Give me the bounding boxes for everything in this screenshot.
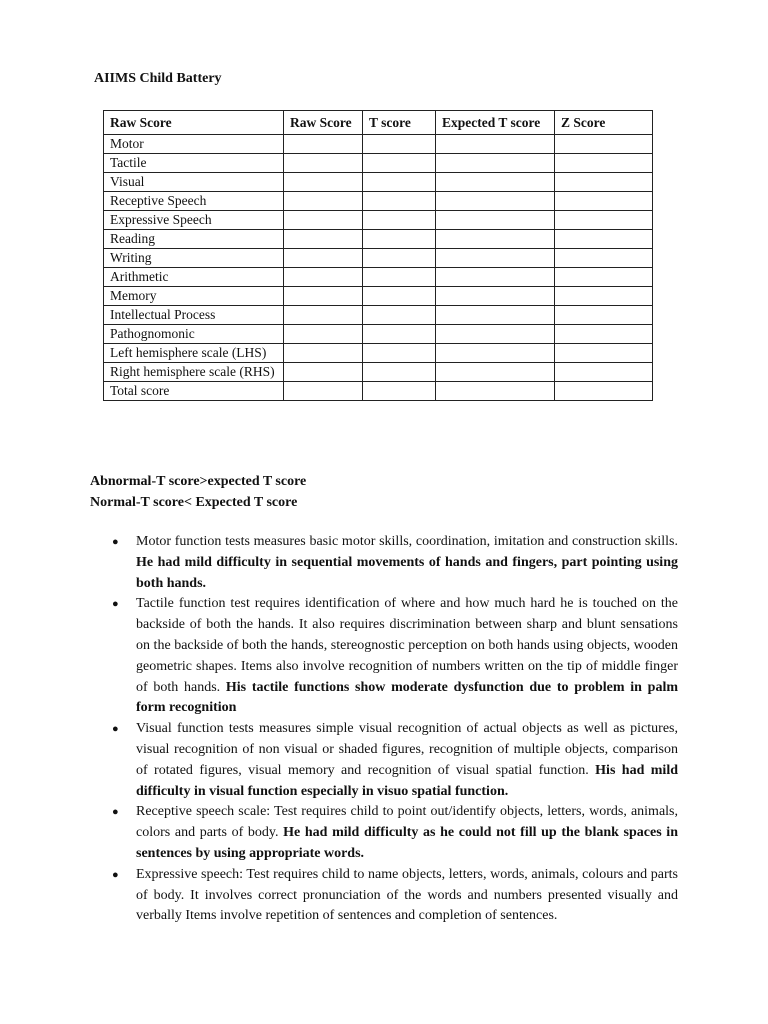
interpretation-notes (90, 471, 306, 513)
empty-score-cell (284, 382, 363, 401)
empty-score-cell (436, 192, 555, 211)
row-label: Receptive Speech (104, 192, 284, 211)
header-t-score: T score (363, 111, 436, 135)
empty-score-cell (555, 154, 653, 173)
bullet-icon: ● (112, 868, 119, 881)
row-label: Left hemisphere scale (LHS) (104, 344, 284, 363)
empty-score-cell (284, 268, 363, 287)
empty-score-cell (284, 344, 363, 363)
row-label: Right hemisphere scale (RHS) (104, 363, 284, 382)
row-label: Intellectual Process (104, 306, 284, 325)
score-table-body (104, 135, 653, 401)
empty-score-cell (284, 211, 363, 230)
empty-score-cell (555, 363, 653, 382)
empty-score-cell (555, 268, 653, 287)
empty-score-cell (363, 363, 436, 382)
empty-score-cell (363, 306, 436, 325)
empty-score-cell (363, 344, 436, 363)
empty-score-cell (436, 363, 555, 382)
empty-score-cell (284, 363, 363, 382)
finding-summary: He had mild difficulty in sequential movements of hands and fingers, part pointing using both hands. (136, 554, 678, 591)
table-row (104, 287, 653, 306)
header-z-score: Z Score (555, 111, 653, 135)
empty-score-cell (284, 192, 363, 211)
empty-score-cell (555, 344, 653, 363)
empty-score-cell (555, 382, 653, 401)
table-row (104, 173, 653, 192)
empty-score-cell (436, 325, 555, 344)
empty-score-cell (284, 173, 363, 192)
empty-score-cell (284, 135, 363, 154)
finding-text: Expressive speech: Test requires child to name objects, letters, words, animals, colours and parts of body. It involves correct pronunciation of the words and numbers presented visually and verbally Items involve repetition of sentences and completion of sentences. (136, 866, 678, 924)
finding-text: Motor function tests measures basic motor skills, coordination, imitation and construction skills. (136, 534, 678, 549)
finding-summary: His tactile functions show moderate dysfunction due to problem in palm form recognition (136, 679, 678, 716)
empty-score-cell (436, 306, 555, 325)
table-row (104, 192, 653, 211)
empty-score-cell (555, 325, 653, 344)
empty-score-cell (436, 382, 555, 401)
table-row (104, 135, 653, 154)
table-row (104, 306, 653, 325)
finding-text: Tactile function test requires identification of where and how much hard he is touched on the backside of both the hands. It also requires discrimination between sharp and blunt sensations on the backside of both the hands, stereognostic perception on both hands using objects, wooden geometric shapes. Items also involve recognition of numbers written on the tip of middle finger of both hands. (136, 596, 678, 695)
empty-score-cell (555, 135, 653, 154)
table-row (104, 211, 653, 230)
empty-score-cell (436, 287, 555, 306)
empty-score-cell (284, 306, 363, 325)
header-raw-score: Raw Score (284, 111, 363, 135)
normal-note: Normal-T score< Expected T score (90, 495, 298, 510)
table-row (104, 325, 653, 344)
list-item (112, 802, 678, 864)
bullet-icon: ● (112, 806, 119, 819)
finding-text: Receptive speech scale: Test requires child to point out/identify objects, letters, words, animals, colors and parts of body. (136, 804, 678, 841)
empty-score-cell (436, 249, 555, 268)
empty-score-cell (363, 192, 436, 211)
table-row (104, 230, 653, 249)
list-item (112, 719, 678, 802)
empty-score-cell (284, 154, 363, 173)
empty-score-cell (284, 287, 363, 306)
empty-score-cell (284, 249, 363, 268)
finding-text: Visual function tests measures simple visual recognition of actual objects as well as pictures, visual recognition of non visual or shaded figures, recognition of multiple objects, comparison of rotated figures, visual memory and recognition of visual spatial function. (136, 721, 678, 778)
empty-score-cell (363, 154, 436, 173)
empty-score-cell (363, 287, 436, 306)
list-item (112, 594, 678, 719)
list-item (112, 865, 678, 927)
document-title: AIIMS Child Battery (94, 71, 222, 86)
empty-score-cell (363, 211, 436, 230)
table-row (104, 363, 653, 382)
table-row (104, 249, 653, 268)
row-label: Pathognomonic (104, 325, 284, 344)
finding-summary: His had mild difficulty in visual function especially in visuo spatial function. (136, 762, 678, 799)
table-row (104, 154, 653, 173)
empty-score-cell (363, 268, 436, 287)
row-label: Memory (104, 287, 284, 306)
empty-score-cell (436, 173, 555, 192)
empty-score-cell (436, 154, 555, 173)
header-expected-t-score: Expected T score (436, 111, 555, 135)
bullet-icon: ● (112, 598, 119, 611)
row-label: Reading (104, 230, 284, 249)
row-label: Visual (104, 173, 284, 192)
empty-score-cell (555, 230, 653, 249)
empty-score-cell (363, 325, 436, 344)
row-label: Expressive Speech (104, 211, 284, 230)
row-label: Motor (104, 135, 284, 154)
empty-score-cell (555, 192, 653, 211)
empty-score-cell (436, 211, 555, 230)
empty-score-cell (555, 211, 653, 230)
header-raw-score-label: Raw Score (104, 111, 284, 135)
empty-score-cell (436, 344, 555, 363)
bullet-icon: ● (112, 536, 119, 548)
table-row (104, 268, 653, 287)
empty-score-cell (436, 230, 555, 249)
row-label: Writing (104, 249, 284, 268)
score-table (103, 110, 653, 401)
empty-score-cell (555, 249, 653, 268)
empty-score-cell (363, 382, 436, 401)
empty-score-cell (555, 306, 653, 325)
abnormal-note: Abnormal-T score>expected T score (90, 474, 307, 489)
list-item (112, 532, 678, 594)
empty-score-cell (284, 230, 363, 249)
row-label: Tactile (104, 154, 284, 173)
finding-summary: He had mild difficulty as he could not fill up the blank spaces in sentences by using appropriate words. (136, 825, 678, 861)
row-label: Arithmetic (104, 268, 284, 287)
table-header-row (104, 111, 653, 135)
empty-score-cell (436, 268, 555, 287)
table-row (104, 344, 653, 363)
row-label: Total score (104, 382, 284, 401)
findings-list (112, 532, 678, 927)
table-row (104, 382, 653, 401)
empty-score-cell (363, 135, 436, 154)
empty-score-cell (555, 173, 653, 192)
empty-score-cell (363, 249, 436, 268)
bullet-icon: ● (112, 723, 119, 736)
empty-score-cell (555, 287, 653, 306)
empty-score-cell (363, 173, 436, 192)
empty-score-cell (363, 230, 436, 249)
empty-score-cell (284, 325, 363, 344)
empty-score-cell (436, 135, 555, 154)
